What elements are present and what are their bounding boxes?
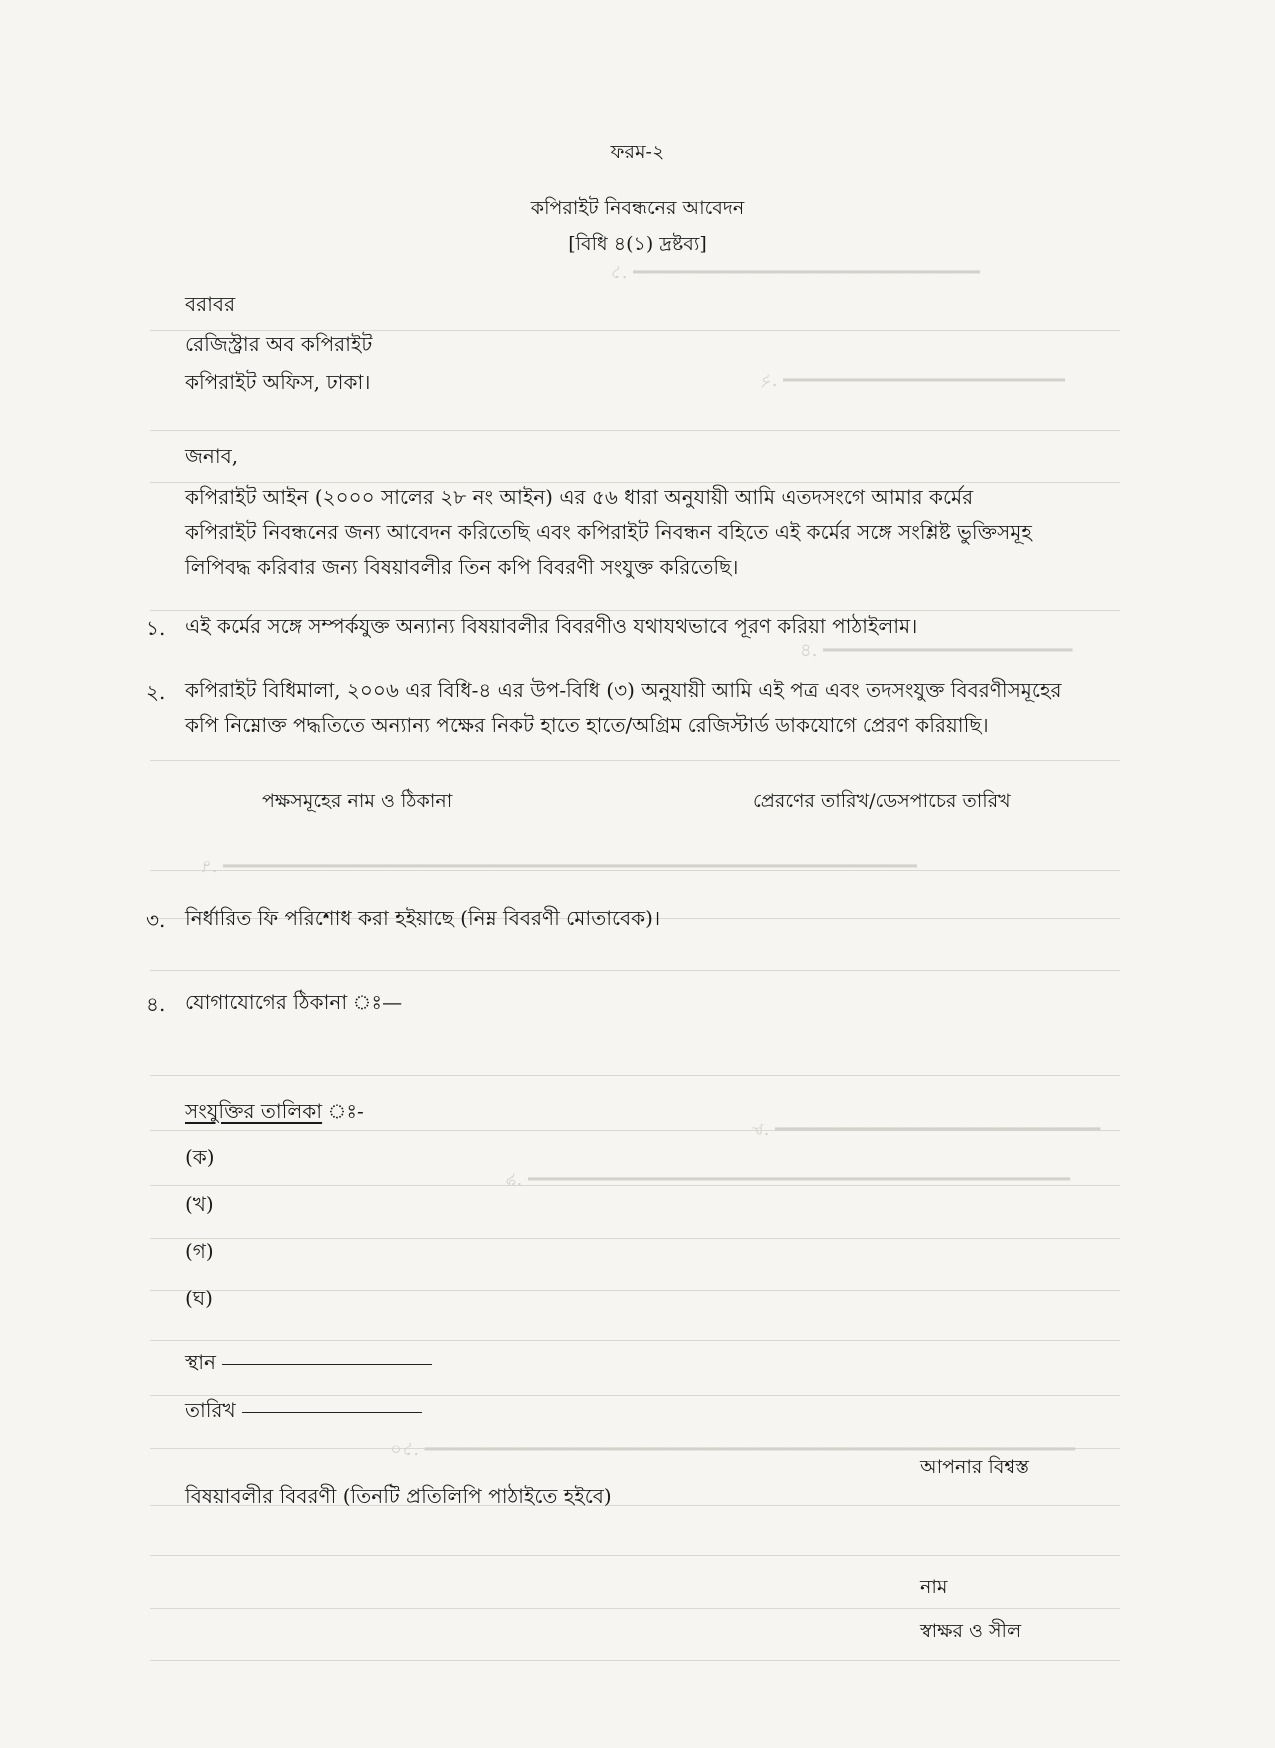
contact-address-label: যোগাযোগের ঠিকানা ঃ— bbox=[185, 990, 403, 1014]
place-label: স্থান bbox=[185, 1350, 216, 1374]
name-label: নাম bbox=[920, 1576, 948, 1598]
item-number: ৪. bbox=[146, 992, 166, 1016]
form-page: ━━━━━━━━━━━━━━━━━━━━━━━━━━━━━━━━ .১ ━━━━━━━━━━━━━━━━━━━━━━━━━━ .২ ━━━━━━━━━━━━━━━━━━━━━━━ .৪ ━━━━━━━━━━━━━━━━━━━━━━━━━━━━━━━━━━━━━━━━━━━━━━━━━━━━━━━━━━━━━━━━ .৭ ━━━━━━━━━━━━━━━━━━━━━━━━━━━━━━ .৮ ━━━━━━━━━━━━━━━━━━━━━━━━━━━━━━━━━━━━━━━━━━━━━━━━━━ .৯ ━━━━━━━━━━━━━━━━━━━━━━━━━━━━━━━━━━━━━━━━━━━━━━━━━━━━━━━━━━━━ .১০ ফরম-২ কপিরাইট নিবন্ধনের আবেদন [বিধি ৪(১) দ্রষ্টব্য] বরাবর রেজিস্ট্রার অব কপিরাইট কপিরাইট অফিস, ঢাকা। জনাব, কপিরাইট আইন (২০০০ সালের ২৮ নং আইন) এর ৫৬ ধারা অনুযায়ী আমি এতদসংগে আমার কর্মের কপিরাইট নিবন্ধনের জন্য আবেদন করিতেছি এবং কপিরাইট নিবন্ধন বহিতে এই কর্মের সঙ্গে সংশ্লিষ্ট ভুক্তিসমূহ লিপিবদ্ধ করিবার জন্য বিষয়াবলীর তিন কপি বিবরণী সংযুক্ত করিতেছি। ১. এই কর্মের সঙ্গে সম্পর্কযুক্ত অন্যান্য বিষয়াবলীর বিবরণীও যথাযথভাবে পূরণ করিয়া পাঠাইলাম। ২. কপিরাইট বিধিমালা, ২০০৬ এর বিধি-৪ এর উপ-বিধি (৩) অনুযায়ী আমি এই পত্র এবং তদসংযুক্ত বিবরণীসমূহের কপি নিম্নোক্ত পদ্ধতিতে অন্যান্য পক্ষের নিকট হাতে হাতে/অগ্রিম রেজিস্টার্ড ডাকযোগে প্রেরণ করিয়াছি। পক্ষসমূহের নাম ও ঠিকানা প্রেরণের তারিখ/ডেসপাচের তারিখ ৩. নির্ধারিত ফি পরিশোধ করা হইয়াছে (নিম্ন বিবরণী মোতাবেক)। ৪. যোগাযোগের ঠিকানা ঃ— সংযুক্তির তালিকা ঃ- (ক) (খ) (গ) (ঘ) স্থান তারিখ আপনার বিশ্বস্ত বিষয়াবলীর বিবরণী (তিনটি প্রতিলিপি পাঠাইতে হইবে) নাম স্বাক্ষর ও সীল bbox=[0, 0, 1275, 1748]
closing: আপনার বিশ্বস্ত bbox=[920, 1456, 1029, 1478]
address-to: বরাবর bbox=[185, 292, 236, 316]
address-line-2: কপিরাইট অফিস, ঢাকা। bbox=[185, 370, 371, 394]
item-number: ২. bbox=[146, 680, 166, 704]
salutation: জনাব, bbox=[185, 444, 239, 468]
body-line: কপিরাইট নিবন্ধনের জন্য আবেদন করিতেছি এবং কপিরাইট নিবন্ধন বহিতে এই কর্মের সঙ্গে সংশ্লিষ্ট ভুক্তিসমূহ bbox=[185, 520, 1032, 544]
attachments-heading bbox=[185, 1097, 364, 1130]
body-line: কপিরাইট আইন (২০০০ সালের ২৮ নং আইন) এর ৫৬ ধারা অনুযায়ী আমি এতদসংগে আমার কর্মের bbox=[185, 485, 974, 509]
rule-reference: [বিধি ৪(১) দ্রষ্টব্য] bbox=[568, 233, 707, 255]
item-number: ৩. bbox=[146, 908, 166, 932]
item-text bbox=[185, 673, 1153, 743]
item-line: কপি নিম্নোক্ত পদ্ধতিতে অন্যান্য পক্ষের নিকট হাতে হাতে/অগ্রিম রেজিস্টার্ড ডাকযোগে প্রেরণ করিয়াছি। bbox=[185, 713, 989, 737]
item-number: ১. bbox=[146, 616, 166, 640]
dispatch-date-column-header: প্রেরণের তারিখ/ডেসপাচের তারিখ bbox=[753, 790, 1011, 812]
date-blank[interactable] bbox=[242, 1412, 422, 1413]
attachment-item: (ক) bbox=[185, 1145, 215, 1169]
date-label: তারিখ bbox=[185, 1398, 236, 1422]
form-number: ফরম-২ bbox=[610, 141, 665, 163]
place-field bbox=[185, 1348, 432, 1381]
item-text: এই কর্মের সঙ্গে সম্পর্কযুক্ত অন্যান্য বিষয়াবলীর বিবরণীও যথাযথভাবে পূরণ করিয়া পাঠাইলাম। bbox=[185, 614, 918, 638]
body-paragraph bbox=[185, 480, 1153, 585]
item-line: কপিরাইট বিধিমালা, ২০০৬ এর বিধি-৪ এর উপ-বিধি (৩) অনুযায়ী আমি এই পত্র এবং তদসংযুক্ত বিবরণীসমূহের bbox=[185, 678, 1062, 702]
date-field bbox=[185, 1396, 422, 1429]
signature-label: স্বাক্ষর ও সীল bbox=[920, 1620, 1022, 1642]
attachment-item: (ঘ) bbox=[185, 1286, 213, 1310]
statement-note: বিষয়াবলীর বিবরণী (তিনটি প্রতিলিপি পাঠাইতে হইবে) bbox=[185, 1484, 612, 1508]
address-line-1: রেজিস্ট্রার অব কপিরাইট bbox=[185, 332, 373, 356]
attachment-item: (খ) bbox=[185, 1192, 214, 1216]
attachments-suffix: ঃ- bbox=[357, 1099, 364, 1123]
item-text: নির্ধারিত ফি পরিশোধ করা হইয়াছে (নিম্ন বিবরণী মোতাবেক)। bbox=[185, 906, 661, 930]
parties-column-header: পক্ষসমূহের নাম ও ঠিকানা bbox=[262, 790, 453, 812]
form-title: কপিরাইট নিবন্ধনের আবেদন bbox=[530, 197, 745, 219]
attachments-title: সংযুক্তির তালিকা bbox=[185, 1099, 323, 1123]
attachment-item: (গ) bbox=[185, 1239, 214, 1263]
body-line: লিপিবদ্ধ করিবার জন্য বিষয়াবলীর তিন কপি বিবরণী সংযুক্ত করিতেছি। bbox=[185, 555, 739, 579]
place-blank[interactable] bbox=[222, 1364, 432, 1365]
